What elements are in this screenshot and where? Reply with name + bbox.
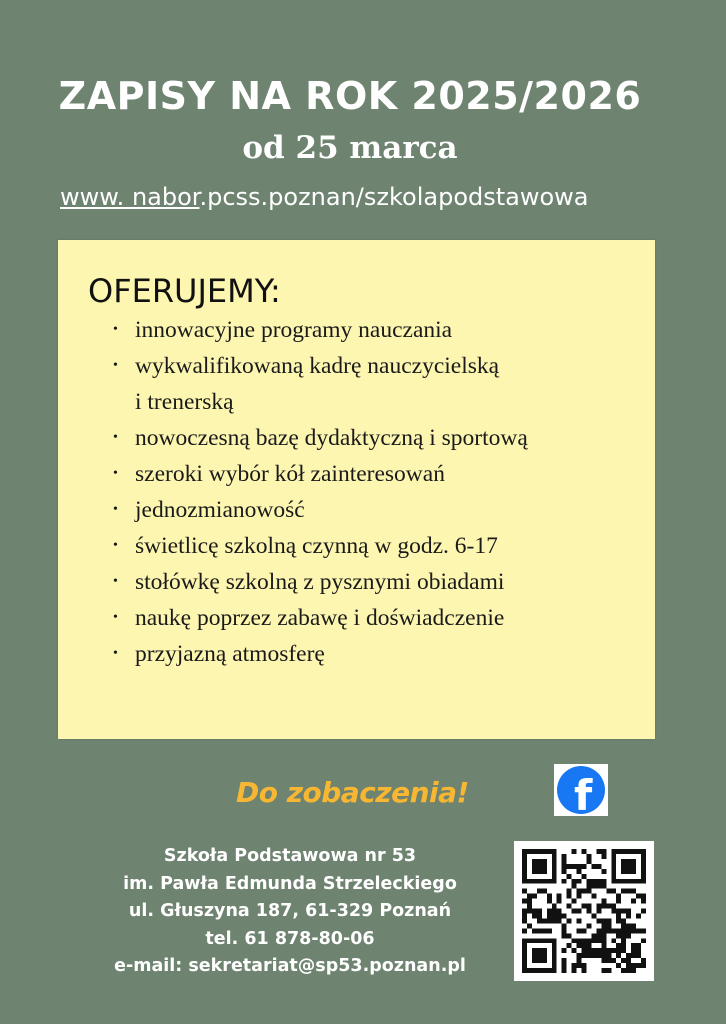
bullet-icon: • (113, 358, 118, 373)
bullet-icon: • (113, 646, 118, 661)
list-item-text: wykwalifikowaną kadrę nauczycielską (135, 353, 500, 379)
url-underlined-part: www. nabor (60, 183, 200, 211)
qr-code[interactable] (514, 841, 654, 981)
bullet-icon: • (113, 430, 118, 445)
school-phone[interactable]: tel. 61 878-80-06 (205, 928, 375, 949)
list-item-text: przyjazną atmosferę (135, 641, 325, 667)
start-date: od 25 marca (242, 130, 458, 166)
list-item-text-continuation: i trenerską (135, 389, 234, 415)
contact-info (90, 843, 490, 981)
list-item-text: jednozmianowość (135, 497, 305, 523)
school-patron: im. Pawła Edmunda Strzeleckiego (123, 873, 457, 894)
farewell-text: Do zobaczenia! (236, 776, 469, 809)
offer-list (58, 312, 528, 672)
school-email[interactable]: e-mail: sekretariat@sp53.poznan.pl (114, 956, 466, 976)
bullet-icon: • (113, 574, 118, 589)
school-address: ul. Głuszyna 187, 61-329 Poznań (128, 901, 452, 921)
list-item (58, 456, 528, 492)
facebook-f-glyph: f (574, 771, 593, 814)
offer-heading: OFERUJEMY: (88, 272, 281, 310)
bullet-icon: • (113, 322, 118, 337)
bullet-icon: • (113, 538, 118, 553)
list-item (58, 564, 528, 600)
url-rest: .pcss.poznan/szkolapodstawowa (199, 183, 589, 211)
list-item (58, 600, 528, 636)
list-item (58, 420, 528, 456)
list-item-text: stołówkę szkolną z pysznymi obiadami (135, 569, 505, 595)
facebook-icon[interactable] (554, 764, 608, 816)
school-name: Szkoła Podstawowa nr 53 (163, 846, 417, 866)
list-item (58, 312, 528, 348)
list-item-text: świetlicę szkolną czynną w godz. 6-17 (135, 533, 498, 559)
bullet-icon: • (113, 610, 118, 625)
facebook-icon-circle (557, 766, 605, 814)
registration-url[interactable] (60, 183, 670, 211)
list-item-text: szeroki wybór kół zainteresowań (135, 461, 445, 487)
page-title: ZAPISY NA ROK 2025/2026 (58, 74, 642, 118)
list-item (58, 636, 528, 672)
list-item-text: innowacyjne programy nauczania (135, 317, 453, 343)
bullet-icon: • (113, 466, 118, 481)
bullet-icon: • (113, 502, 118, 517)
offer-box (58, 240, 655, 739)
list-item-text: nowoczesną bazę dydaktyczną i sportową (135, 425, 528, 451)
list-item-text: naukę poprzez zabawę i doświadczenie (135, 605, 505, 631)
list-item (58, 528, 528, 564)
list-item (58, 348, 528, 420)
qr-code-pattern (522, 849, 646, 973)
list-item (58, 492, 528, 528)
